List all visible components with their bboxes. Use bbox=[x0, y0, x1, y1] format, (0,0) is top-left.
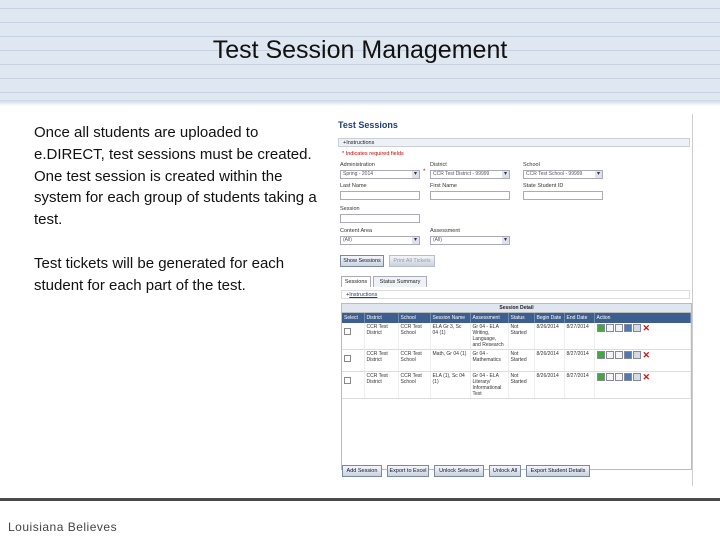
district-label: District bbox=[430, 162, 447, 168]
session-detail-title: Session Detail bbox=[342, 304, 691, 313]
status-cell: Not Started bbox=[508, 350, 534, 372]
print-tickets-icon[interactable] bbox=[606, 324, 614, 332]
col-school[interactable]: School bbox=[398, 313, 430, 323]
footer-logo: Louisiana Believes bbox=[8, 520, 118, 534]
col-action[interactable]: Action bbox=[594, 313, 691, 323]
state-id-input[interactable] bbox=[523, 191, 603, 200]
session-table bbox=[342, 313, 691, 399]
start-icon[interactable] bbox=[597, 324, 605, 332]
begin-date-cell: 8/26/2014 bbox=[534, 323, 564, 350]
action-cell bbox=[594, 372, 691, 399]
print-all-tickets-button[interactable]: Print All Tickets bbox=[389, 255, 435, 267]
select-cell bbox=[342, 350, 364, 372]
session-cell: ELA Gr 3, Sc 04 (1) bbox=[430, 323, 470, 350]
delete-icon[interactable]: ✕ bbox=[642, 323, 651, 333]
col-status[interactable]: Status bbox=[508, 313, 534, 323]
page-title: Test Sessions bbox=[338, 120, 398, 130]
tab-status-summary[interactable]: Status Summary bbox=[373, 276, 427, 287]
action-cell bbox=[594, 323, 691, 350]
district-cell: CCR Test District bbox=[364, 323, 398, 350]
table-header-row bbox=[342, 313, 691, 323]
begin-date-cell: 8/26/2014 bbox=[534, 350, 564, 372]
required-note: * Indicates required fields bbox=[342, 151, 404, 157]
delete-icon[interactable]: ✕ bbox=[642, 372, 651, 382]
state-id-label: State Student ID bbox=[523, 183, 564, 189]
table-row bbox=[342, 323, 691, 350]
col-end-date[interactable]: End Date bbox=[564, 313, 594, 323]
session-cell: ELA (1), Sc 04 (1) bbox=[430, 372, 470, 399]
session-input[interactable] bbox=[340, 214, 420, 223]
first-name-label: First Name bbox=[430, 183, 457, 189]
last-name-input[interactable] bbox=[340, 191, 420, 200]
end-date-cell: 8/27/2014 bbox=[564, 323, 594, 350]
col-session-name[interactable]: Session Name bbox=[430, 313, 470, 323]
footer-divider bbox=[0, 498, 720, 501]
row-checkbox[interactable] bbox=[344, 355, 351, 362]
district-cell: CCR Test District bbox=[364, 372, 398, 399]
view-icon[interactable] bbox=[615, 351, 623, 359]
paragraph-sessions: Once all students are uploaded to e.DIRECT, test sessions must be created. One test session is created within the system for each group of students taking a test. bbox=[34, 124, 317, 229]
assessment-cell: Gr 04 - ELA Writing, Language, and Research bbox=[470, 323, 508, 350]
lock-icon[interactable] bbox=[633, 373, 641, 381]
content-area-label: Content Area bbox=[340, 228, 373, 234]
select-cell bbox=[342, 372, 364, 399]
status-cell: Not Started bbox=[508, 323, 534, 350]
unlock-all-button[interactable]: Unlock All bbox=[489, 465, 521, 477]
edit-icon[interactable] bbox=[624, 373, 632, 381]
table-row bbox=[342, 372, 691, 399]
school-cell: CCR Test School bbox=[398, 372, 430, 399]
grid-instructions-label: Instructions bbox=[349, 292, 378, 298]
school-cell: CCR Test School bbox=[398, 350, 430, 372]
col-begin-date[interactable]: Begin Date bbox=[534, 313, 564, 323]
assessment-cell: Gr 04 - Mathematics bbox=[470, 350, 508, 372]
edit-icon[interactable] bbox=[624, 324, 632, 332]
slide-title: Test Session Management bbox=[212, 36, 508, 64]
start-icon[interactable] bbox=[597, 351, 605, 359]
paragraph-tickets: Test tickets will be generated for each student for each part of the test. bbox=[34, 255, 285, 294]
school-label: School bbox=[523, 162, 540, 168]
view-icon[interactable] bbox=[615, 373, 623, 381]
print-tickets-icon[interactable] bbox=[606, 351, 614, 359]
col-district[interactable]: District bbox=[364, 313, 398, 323]
delete-icon[interactable]: ✕ bbox=[642, 350, 651, 360]
session-label: Session bbox=[340, 206, 360, 212]
first-name-input[interactable] bbox=[430, 191, 510, 200]
administration-select[interactable]: Spring - 2014 ▾ bbox=[340, 170, 420, 179]
export-to-excel-button[interactable]: Export to Excel bbox=[387, 465, 429, 477]
end-date-cell: 8/27/2014 bbox=[564, 350, 594, 372]
last-name-label: Last Name bbox=[340, 183, 367, 189]
school-cell: CCR Test School bbox=[398, 323, 430, 350]
tab-sessions[interactable]: Sessions bbox=[341, 276, 371, 287]
school-select[interactable]: CCR Test School - 99999 ▾ bbox=[523, 170, 603, 179]
assessment-label: Assessment bbox=[430, 228, 460, 234]
content-area-select[interactable]: (All) ▾ bbox=[340, 236, 420, 245]
select-cell bbox=[342, 323, 364, 350]
end-date-cell: 8/27/2014 bbox=[564, 372, 594, 399]
required-marker: * bbox=[423, 169, 426, 175]
district-select[interactable]: CCR Test District - 99999 ▾ bbox=[430, 170, 510, 179]
edit-icon[interactable] bbox=[624, 351, 632, 359]
test-sessions-screenshot bbox=[337, 114, 693, 486]
view-icon[interactable] bbox=[615, 324, 623, 332]
unlock-selected-button[interactable]: Unlock Selected bbox=[434, 465, 484, 477]
administration-label: Administration bbox=[340, 162, 375, 168]
show-sessions-button[interactable]: Show Sessions bbox=[340, 255, 384, 267]
instructions-label: Instructions bbox=[346, 140, 375, 146]
col-assessment[interactable]: Assessment bbox=[470, 313, 508, 323]
instructions-bar[interactable] bbox=[338, 138, 690, 147]
district-cell: CCR Test District bbox=[364, 350, 398, 372]
begin-date-cell: 8/26/2014 bbox=[534, 372, 564, 399]
table-row bbox=[342, 350, 691, 372]
expand-icon: + bbox=[343, 140, 347, 146]
assessment-select[interactable]: (All) ▾ bbox=[430, 236, 510, 245]
grid-instructions-bar[interactable] bbox=[341, 290, 690, 299]
lock-icon[interactable] bbox=[633, 324, 641, 332]
row-checkbox[interactable] bbox=[344, 377, 351, 384]
print-tickets-icon[interactable] bbox=[606, 373, 614, 381]
row-checkbox[interactable] bbox=[344, 328, 351, 335]
assessment-cell: Gr 04 - ELA Literary/ Informational Text bbox=[470, 372, 508, 399]
session-grid bbox=[341, 303, 692, 470]
add-session-button[interactable]: Add Session bbox=[342, 465, 382, 477]
action-cell bbox=[594, 350, 691, 372]
expand-icon: + bbox=[346, 292, 350, 298]
col-select[interactable]: Select bbox=[342, 313, 364, 323]
session-cell: Math, Gr 04 (1) bbox=[430, 350, 470, 372]
lock-icon[interactable] bbox=[633, 351, 641, 359]
status-cell: Not Started bbox=[508, 372, 534, 399]
export-student-details-button[interactable]: Export Student Details bbox=[526, 465, 590, 477]
start-icon[interactable] bbox=[597, 373, 605, 381]
